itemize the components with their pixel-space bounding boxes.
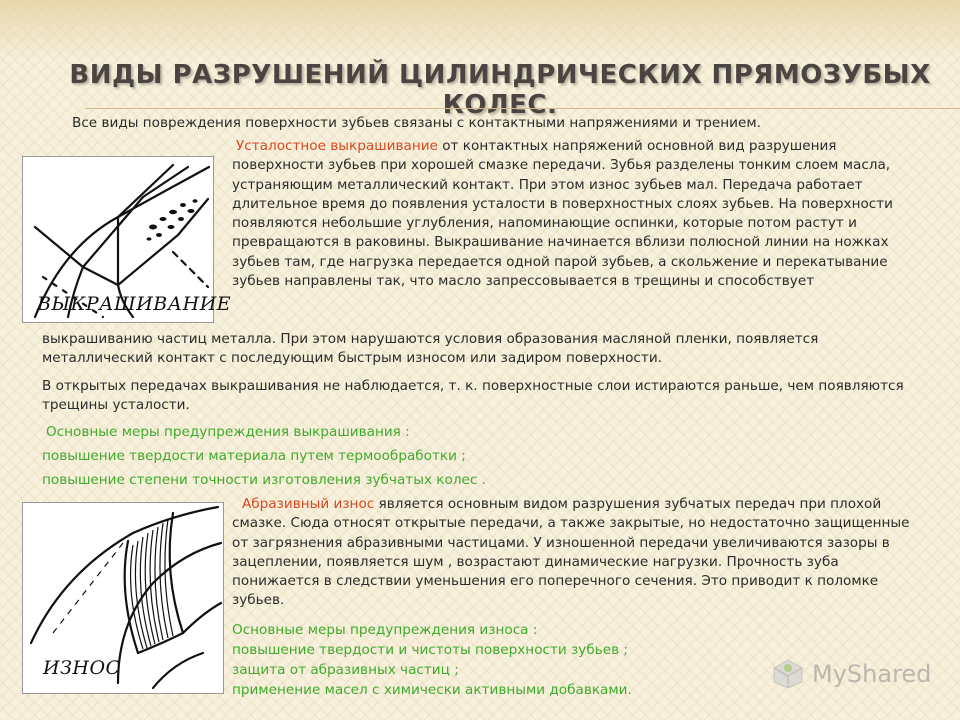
watermark-text: MyShared bbox=[812, 660, 932, 688]
pitting-measure-1: повышение твердости материала путем термообработки ; bbox=[42, 448, 466, 464]
wear-paragraph-text: является основным видом разрушения зубчатых передач при плохой смазке. Сюда относят открытые передачи, а также закрытые, но недостаточно защищенные от загрязнения абразивными частицами. У изношенной передачи увеличиваются зазоры в зацеплении, появляется шум , возрастают динамические нагрузки. Прочность зуба понижается в следствии уменьшения его поперечного сечения. Это приводит к поломке зубьев. bbox=[232, 496, 910, 609]
watermark bbox=[770, 656, 931, 692]
wear-term: Абразивный износ bbox=[242, 496, 375, 512]
myshared-logo-icon bbox=[770, 656, 806, 692]
pitting-figure bbox=[22, 156, 232, 323]
intro-text: Все виды повреждения поверхности зубьев связаны с контактными напряжениями и трением. bbox=[72, 115, 761, 131]
pitting-measure-2: повышение степени точности изготовления зубчатых колес . bbox=[42, 472, 487, 488]
header-shade bbox=[0, 0, 960, 60]
pitting-term: Усталостное выкрашивание bbox=[236, 138, 438, 154]
slide-title: ВИДЫ РАЗРУШЕНИЙ ЦИЛИНДРИЧЕСКИХ ПРЯМОЗУБЫХ КОЛЕС. bbox=[69, 60, 931, 120]
pitting-continuation: выкрашиванию частиц металла. При этом нарушаются условия образования масляной пленки, появляется металлический контакт с последующим быстрым износом или задиром поверхности. bbox=[42, 331, 819, 367]
wear-paragraph bbox=[232, 495, 922, 611]
wear-measures-title: Основные меры предупреждения износа : bbox=[232, 622, 538, 638]
wear-measure-3: применение масел с химически активными добавками. bbox=[232, 682, 632, 698]
wear-measure-1: повышение твердости и чистоты поверхности зубьев ; bbox=[232, 642, 628, 658]
wear-figure-caption: ИЗНОС bbox=[43, 657, 121, 679]
pitting-measures-title: Основные меры предупреждения выкрашивания : bbox=[46, 424, 410, 440]
title-divider bbox=[85, 108, 960, 109]
pitting-figure-caption: ВЫКРАШИВАНИЕ bbox=[37, 293, 232, 315]
wear-measure-2: защита от абразивных частиц ; bbox=[232, 662, 459, 678]
wear-figure bbox=[22, 502, 224, 694]
pitting-paragraph-text: от контактных напряжений основной вид разрушения поверхности зубьев при хорошей смазке передачи. Зубья разделены тонким слоем масла, устраняющим металлический контакт. При этом износ зубьев мал. Передача работает длительное время до появления усталости в поверхностных слоях зубьев. На поверхности появляются небольшие углубления, напоминающие оспинки, которые потом растут и превращаются в раковины. Выкрашивание начинается вблизи полюсной линии на ножках зубьев там, где нагрузка передается одной парой зубьев, а скольжение и перекатывание зубьев направлены так, что масло запрессовывается в трещины и способствует bbox=[232, 138, 894, 290]
pitting-paragraph bbox=[232, 137, 922, 291]
open-gears-note: В открытых передачах выкрашивания не наблюдается, т. к. поверхностные слои истираются раньше, чем появляются трещины усталости. bbox=[42, 378, 904, 414]
